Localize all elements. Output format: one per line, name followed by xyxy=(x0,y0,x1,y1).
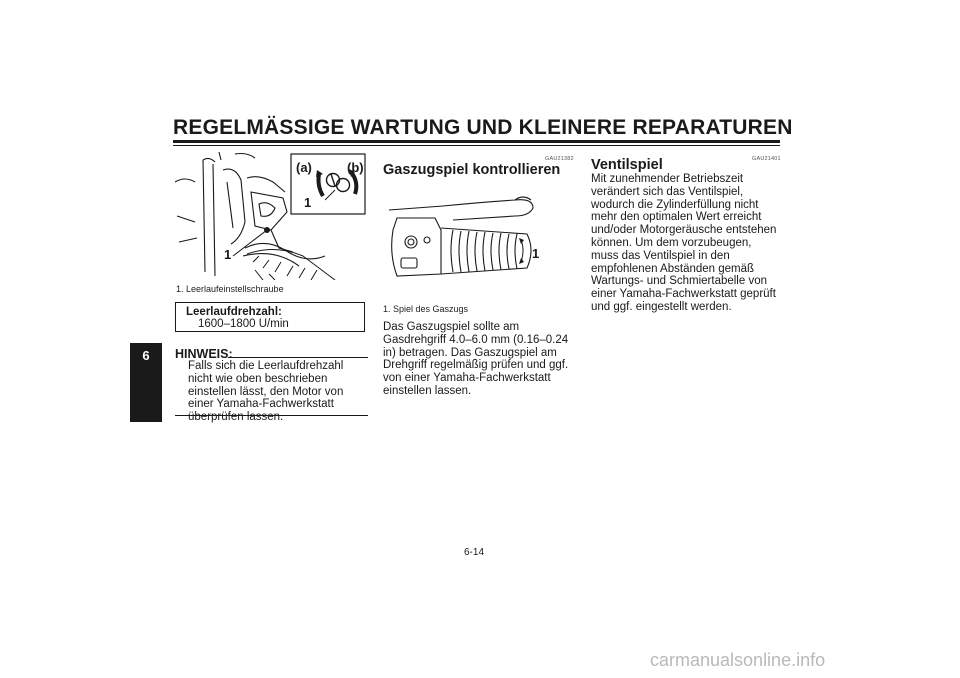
inset-label-b: (b) xyxy=(347,160,364,175)
throttle-grip-illustration xyxy=(383,194,543,290)
chapter-number: 6 xyxy=(142,348,150,363)
note-heading: HINWEIS: xyxy=(175,347,233,361)
spec-value: 1600–1800 U/min xyxy=(198,318,289,330)
figure-caption-middle: 1. Spiel des Gaszugs xyxy=(383,304,469,314)
section-code: GAU21382 xyxy=(545,156,574,162)
figure-caption-left: 1. Leerlaufeinstellschraube xyxy=(176,284,284,294)
inset-label-a: (a) xyxy=(296,160,312,175)
title-rule xyxy=(173,140,780,143)
page-title: REGELMÄSSIGE WARTUNG UND KLEINERE REPARATUREN xyxy=(173,116,793,139)
section-code-valve: GAU21401 xyxy=(752,156,781,162)
throttle-play-text: Das Gaszugspiel sollte am Gasdrehgriff 4.0–6.0 mm (0.16–0.24 in) betragen. Das Gaszugspiel am Drehgriff regelmäßig prüfen und ggf. von einer Yamaha-Fachwerkstatt einstellen lassen. xyxy=(383,321,569,397)
valve-clearance-text: Mit zunehmender Betriebszeit verändert sich das Ventilspiel, wodurch die Zylinderfüllung nicht mehr den optimalen Wert erreicht und/oder Motorgeräusche entstehen können. Um dem vorzubeugen, muss das Ventilspiel in den empfohlenen Abständen gemäß Wartungs- und Schmiertabelle von einer Yamaha-Fachwerkstatt geprüft und ggf. eingestellt werden. xyxy=(591,173,777,313)
throttle-callout-1: 1 xyxy=(532,246,540,261)
idle-screw-illustration xyxy=(175,152,367,280)
inset-callout-1: 1 xyxy=(304,195,312,210)
note-rule xyxy=(228,357,368,358)
chapter-tab xyxy=(130,343,162,422)
section-heading-valve: Ventilspiel xyxy=(591,157,663,173)
note-text: Falls sich die Leerlaufdrehzahl nicht wie oben beschrieben einstellen lässt, den Motor von einer Yamaha-Fachwerkstatt überprüfen lassen. xyxy=(188,360,344,424)
idle-speed-spec-box xyxy=(175,302,365,332)
note-bottom-rule xyxy=(175,415,368,416)
page-number: 6-14 xyxy=(464,547,485,558)
title-rule-thin xyxy=(173,145,780,146)
watermark: carmanualsonline.info xyxy=(650,650,826,670)
spec-label: Leerlaufdrehzahl: xyxy=(186,306,282,318)
section-heading-throttle: Gaszugspiel kontrollieren xyxy=(383,162,561,178)
figure-callout-1: 1 xyxy=(224,247,232,262)
